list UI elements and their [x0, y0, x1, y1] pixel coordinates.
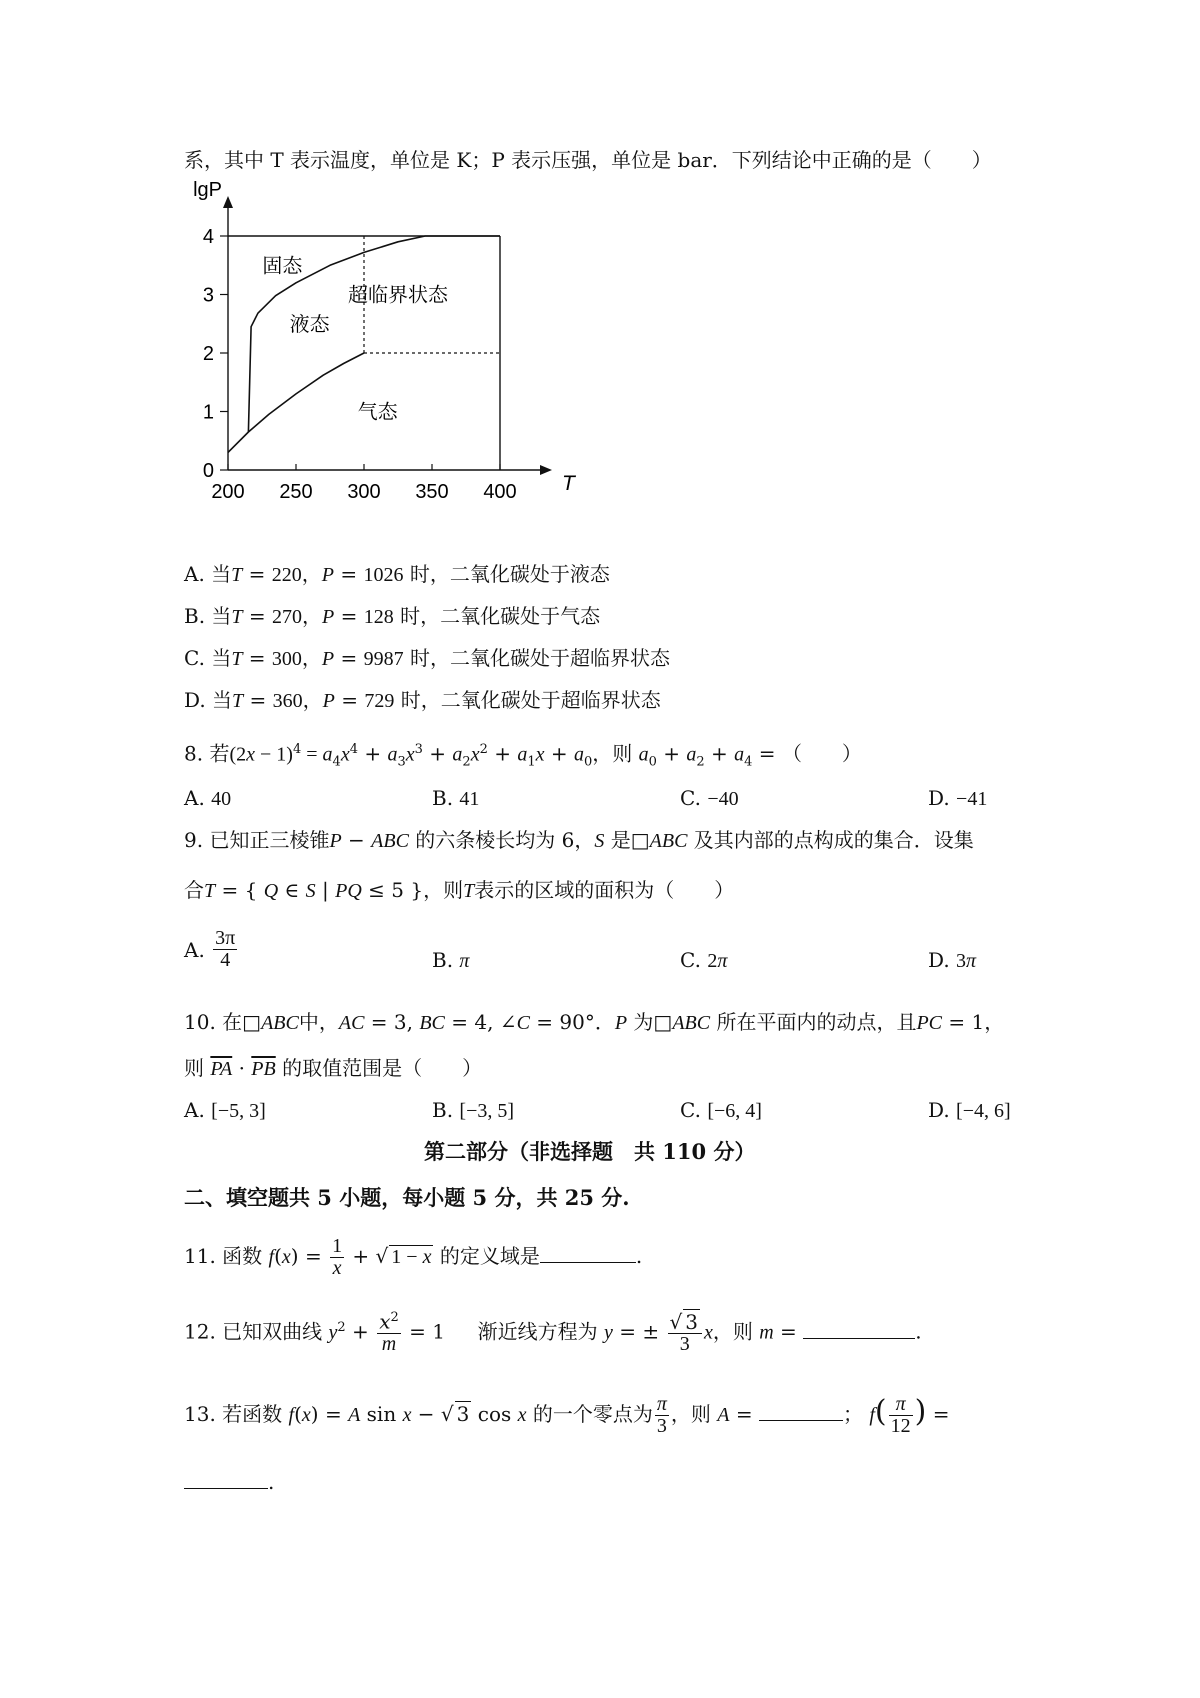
x-axis-arrow	[540, 465, 552, 475]
region-label: 超临界状态	[348, 284, 448, 307]
region-label: 气态	[357, 401, 398, 424]
question-10-opt-c: C. [−6, 4]	[680, 1098, 762, 1122]
y-tick-label: 0	[202, 460, 214, 482]
question-10-line2: 则 $\overline{PA} \cdot \overline{PB}$ 的取值范围是（ ）	[184, 1056, 483, 1080]
question-10-opt-d: D. [−4, 6]	[928, 1098, 1011, 1122]
y-tick-label: 2	[202, 343, 214, 365]
question-8-opt-a: A. 40	[184, 786, 232, 810]
y-tick-label: 3	[202, 284, 214, 307]
y-tick-label: 4	[202, 226, 214, 248]
region-label: 液态	[289, 313, 330, 336]
question-9-line2: 合T = { Q ∈ S | PQ ≤ 5 }，则T表示的区域的面积为（ ）	[184, 878, 735, 902]
question-9-opt-d: D. 3π	[928, 948, 977, 972]
question-7-stem: 系，其中 T 表示温度，单位是 K；P 表示压强，单位是 bar．下列结论中正确的是（ ）	[184, 148, 992, 172]
question-7-option-d: D. 当T = 360，P = 729 时，二氧化碳处于超临界状态	[184, 688, 661, 712]
x-tick-label: 350	[415, 481, 449, 503]
question-8-opt-b: B. 41	[432, 786, 480, 810]
x-tick-label: 300	[347, 481, 381, 503]
question-9-opt-b: B. π	[432, 948, 470, 972]
x-tick-label: 250	[279, 481, 313, 503]
question-7-option-c: C. 当T = 300，P = 9987 时，二氧化碳处于超临界状态	[184, 646, 670, 670]
part-two-title: 第二部分（非选择题 共 110 分）	[424, 1139, 756, 1164]
y-axis-arrow	[223, 196, 233, 208]
question-12: 12. 已知双曲线 $y^2$ + $\frac{x^2}{m}$ = 1 渐近线方程为 y = ± $\frac{√ 3}{3}$ x，则 m = .	[184, 1309, 922, 1355]
question-9-opt-c: C. 2π	[680, 948, 728, 972]
section-two-title: 二、填空题共 5 小题，每小题 5 分，共 25 分.	[184, 1185, 630, 1210]
phase-diagram-chart	[180, 179, 575, 510]
question-8-opt-d: D. −41	[928, 786, 988, 810]
answer-blank[interactable]	[540, 1244, 636, 1263]
answer-blank[interactable]	[759, 1402, 843, 1421]
x-axis-label: T	[562, 472, 575, 495]
x-tick-label: 200	[211, 481, 245, 503]
answer-blank[interactable]	[803, 1320, 915, 1339]
region-label: 固态	[262, 255, 303, 278]
question-10-line1: 10. 在□ABC中，AC = 3, BC = 4, ∠C = 90°．P 为□ABC 所在平面内的动点，且PC = 1，	[184, 1010, 1005, 1034]
answer-blank[interactable]	[184, 1470, 268, 1489]
question-13-blank-line: .	[184, 1470, 274, 1494]
question-10-opt-b: B. [−3, 5]	[432, 1098, 515, 1122]
question-9-line1: 9. 已知正三棱锥P − ABC 的六条棱长均为 6，S 是□ABC 及其内部的点构成的集合．设集	[184, 828, 974, 852]
question-8: 8. 若$(2x - 1)^4 = a_4x^4 + a_3x^3 + a_2x^2 + a_1x + a_0$，则 $a_0 + a_2 + a_4$ = （ ）	[184, 741, 862, 770]
question-10-opt-a: A. [−5, 3]	[184, 1098, 266, 1122]
question-7-option-a: A. 当T = 220，P = 1026 时，二氧化碳处于液态	[184, 562, 610, 586]
question-9-opt-a: A. $\frac{3\pi}{4}$	[184, 927, 236, 971]
question-13: 13. 若函数 f(x) = A sin x − √ 3 cos x 的一个零点为 $\frac{\pi}{3}$ ，则 A = ； f( $\frac{\pi}{12}$ ) =	[184, 1393, 950, 1437]
question-11: 11. 函数 f(x) = $\frac{1}{x}$ + √ 1 − x 的定义域是 .	[184, 1235, 643, 1279]
question-8-opt-c: C. −40	[680, 786, 739, 810]
y-tick-label: 1	[202, 401, 214, 424]
x-tick-label: 400	[483, 481, 517, 503]
y-axis-label: lgP	[193, 179, 222, 201]
question-7-option-b: B. 当T = 270，P = 128 时，二氧化碳处于气态	[184, 604, 601, 628]
